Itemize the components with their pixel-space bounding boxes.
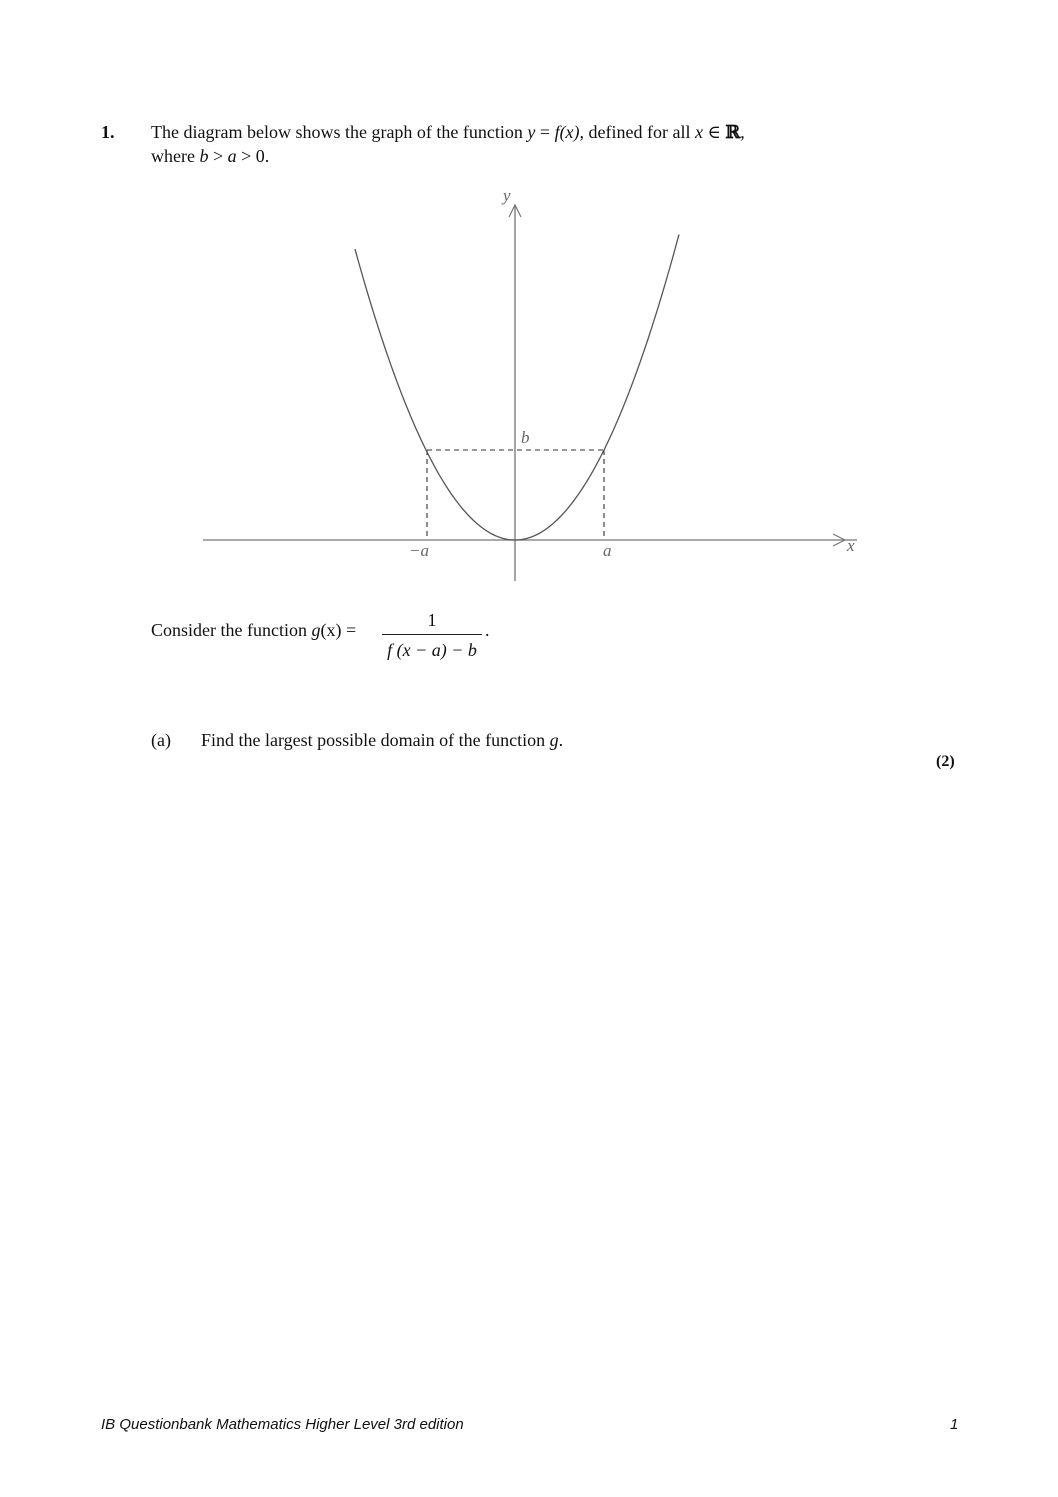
y-axis-label: y	[503, 186, 511, 205]
b-label: b	[521, 428, 530, 447]
question-stem-line-2	[151, 146, 269, 167]
a-label: a	[603, 541, 612, 560]
stem-equals: =	[535, 122, 555, 142]
x-axis-label: x	[847, 536, 855, 555]
stem-element-of: ∈	[703, 122, 726, 142]
fraction-denominator: f (x − a) − b	[387, 640, 477, 660]
part-a-g: g	[549, 730, 559, 750]
stem-text: where	[151, 146, 200, 166]
part-a-question	[201, 730, 563, 751]
stem-var-a: a	[227, 146, 237, 166]
consider-g: g	[311, 620, 321, 640]
stem-text: The diagram below shows the graph of the function	[151, 122, 528, 142]
parabola-curve	[355, 234, 679, 540]
part-a-label: (a)	[151, 730, 171, 750]
parabola-graph	[195, 185, 875, 585]
question-number: 1.	[101, 122, 115, 142]
stem-var-b: b	[199, 146, 209, 166]
stem-var-y: y	[527, 122, 536, 142]
part-a-marks: (2)	[936, 753, 955, 770]
fraction-bar	[382, 634, 482, 635]
fraction-period: .	[485, 620, 490, 640]
stem-reals: ℝ	[725, 122, 741, 143]
question-stem-line-1	[151, 122, 745, 143]
neg-a-label: −a	[409, 541, 429, 560]
stem-fx: f(x)	[554, 122, 580, 142]
stem-comma: ,	[740, 122, 745, 142]
fraction	[382, 608, 482, 662]
consider-text: Consider the function	[151, 620, 312, 640]
part-a-period: .	[558, 730, 564, 750]
part-a-text: Find the largest possible domain of the function	[201, 730, 550, 750]
stem-gt: >	[208, 146, 228, 166]
stem-text: , defined for all	[579, 122, 695, 142]
stem-var-x: x	[695, 122, 703, 142]
consider-gx: (x) =	[320, 620, 357, 640]
footer-title: IB Questionbank Mathematics Higher Level 3rd edition	[101, 1416, 464, 1433]
stem-text: > 0.	[236, 146, 270, 166]
footer-page-number: 1	[950, 1416, 959, 1433]
consider-line	[151, 620, 356, 641]
fraction-numerator: 1	[427, 610, 437, 630]
